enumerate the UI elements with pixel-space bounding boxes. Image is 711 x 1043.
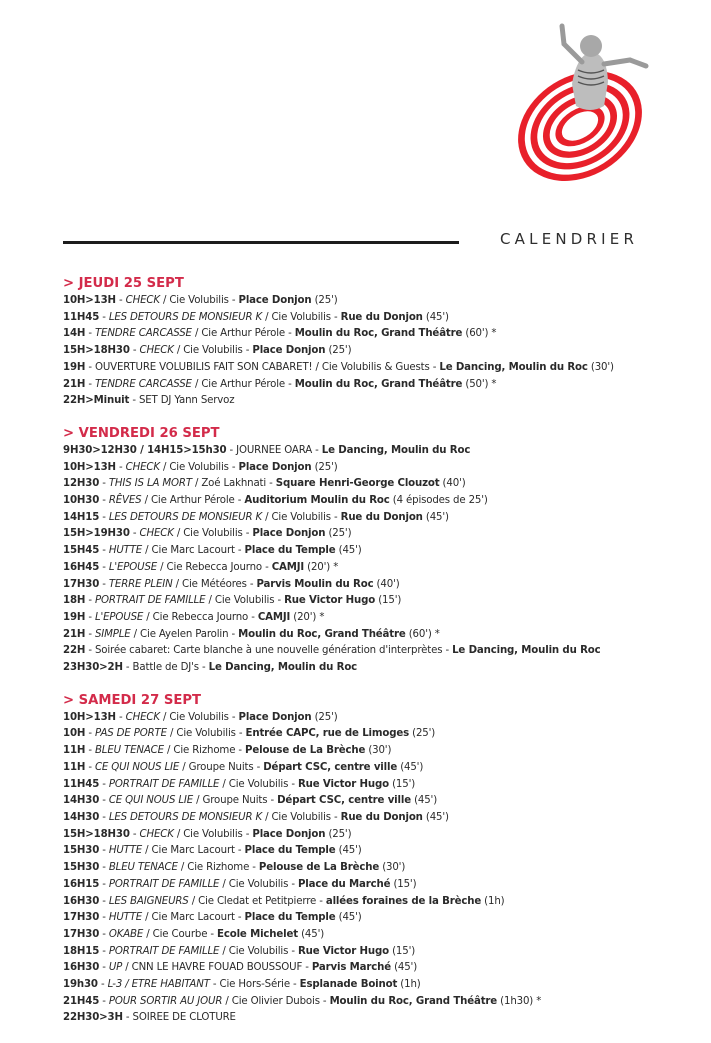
- event-venue: Rue Victor Hugo: [297, 778, 389, 790]
- event-row: [63, 994, 703, 1011]
- event-time: 10H>13H: [63, 461, 116, 473]
- event-venue: Moulin du Roc, Grand Théâtre: [294, 378, 463, 390]
- event-duration: (45'): [335, 845, 362, 857]
- event-venue: Place Donjon: [252, 528, 326, 540]
- event-duration: (40'): [373, 578, 400, 590]
- event-company: / Cie Ayelen Parolin -: [130, 628, 239, 640]
- event-company: / Cie Rizhome -: [177, 862, 259, 874]
- event-row: [63, 326, 703, 343]
- event-time: 14H15: [63, 511, 100, 523]
- event-company: Soirée cabaret: Carte blanche à une nouvelle génération d'interprètes -: [94, 645, 453, 657]
- event-time: 15H30: [63, 862, 100, 874]
- event-row: [63, 610, 703, 627]
- event-title: THIS IS LA MORT: [108, 478, 192, 490]
- event-separator: -: [99, 495, 109, 507]
- event-company: / Cie Météores -: [172, 578, 257, 590]
- event-company: OUVERTURE VOLUBILIS FAIT SON CABARET! / Cie Volubilis & Guests -: [94, 361, 440, 373]
- event-duration: (40'): [439, 478, 466, 490]
- event-venue: Parvis Marché: [311, 962, 391, 974]
- event-time: 10H>13H: [63, 295, 116, 306]
- event-time: 22H>Minuit: [63, 395, 130, 407]
- event-title: CHECK: [139, 828, 174, 840]
- event-title: SIMPLE: [94, 628, 131, 640]
- event-duration: (25'): [311, 295, 338, 306]
- event-duration: (45'): [422, 811, 449, 823]
- event-company: / Cie Volubilis -: [173, 828, 253, 840]
- event-time: 11H: [63, 745, 86, 757]
- event-company: / Cie Volubilis -: [205, 595, 285, 607]
- event-company: / Cie Volubilis -: [159, 461, 239, 473]
- event-row: [63, 1010, 703, 1027]
- event-duration: (15'): [390, 878, 417, 890]
- event-row: [63, 476, 703, 493]
- event-company: / Zoé Lakhnati -: [191, 478, 276, 490]
- event-separator: -: [99, 995, 109, 1007]
- event-row: [63, 827, 703, 844]
- event-venue: Ecole Michelet: [217, 928, 298, 940]
- day-section: [63, 276, 703, 410]
- event-company: / Cie Olivier Dubois -: [222, 995, 330, 1007]
- event-company: / Groupe Nuits -: [179, 761, 264, 773]
- event-company: JOURNEE OARA -: [236, 444, 322, 456]
- event-venue: Départ CSC, centre ville: [277, 795, 411, 807]
- event-title: TENDRE CARCASSE: [94, 378, 192, 390]
- event-company: / Cie Courbe -: [143, 928, 218, 940]
- event-title: L'EPOUSE: [108, 561, 158, 573]
- event-title: LES DETOURS DE MONSIEUR K: [108, 311, 262, 323]
- event-company: / Cie Marc Lacourt -: [142, 545, 245, 557]
- event-duration: (15'): [389, 945, 416, 957]
- event-venue: Place Donjon: [238, 295, 312, 306]
- event-separator: -: [226, 444, 237, 456]
- event-time: 15H>18H30: [63, 828, 130, 840]
- event-time: 16H45: [63, 561, 100, 573]
- event-separator: -: [97, 979, 108, 991]
- event-duration: (1h): [397, 979, 421, 991]
- event-company: / Cie Volubilis -: [219, 945, 298, 957]
- event-venue: Rue Victor Hugo: [284, 595, 376, 607]
- event-venue: Place du Marché: [297, 878, 391, 890]
- event-separator: -: [99, 945, 109, 957]
- event-row: [63, 777, 703, 794]
- event-venue: Pelouse de La Brèche: [245, 745, 366, 757]
- event-time: 11H45: [63, 778, 100, 790]
- event-duration: (20') *: [304, 561, 339, 573]
- event-time: 17H30: [63, 578, 100, 590]
- event-separator: -: [122, 662, 133, 674]
- event-row: [63, 560, 703, 577]
- event-row: [63, 793, 703, 810]
- event-duration: (25'): [325, 345, 352, 357]
- event-duration: (25'): [409, 728, 436, 740]
- event-duration: (25'): [311, 711, 338, 723]
- event-title: L-3 / ETRE HABITANT: [107, 979, 210, 991]
- event-company: / Cie Volubilis -: [159, 711, 239, 723]
- event-title: CHECK: [139, 345, 174, 357]
- event-time: 11H45: [63, 311, 100, 323]
- event-company: / Cie Arthur Pérole -: [191, 378, 295, 390]
- event-venue: Place Donjon: [238, 711, 312, 723]
- event-title: CHECK: [125, 711, 160, 723]
- event-row: [63, 910, 703, 927]
- event-time: 21H: [63, 628, 86, 640]
- event-row: [63, 493, 703, 510]
- event-company: / Cie Volubilis -: [173, 528, 253, 540]
- event-company: / Cie Rebecca Journo -: [157, 561, 272, 573]
- event-title: PORTRAIT DE FAMILLE: [108, 878, 220, 890]
- event-company: / Cie Arthur Pérole -: [141, 495, 245, 507]
- event-separator: -: [85, 745, 95, 757]
- event-venue: allées foraines de la Brèche: [325, 895, 482, 907]
- event-company: Battle de DJ's -: [132, 662, 209, 674]
- event-venue: Esplanade Boinot: [299, 979, 398, 991]
- event-row: [63, 293, 703, 310]
- event-duration: (45'): [397, 761, 424, 773]
- event-time: 11H: [63, 761, 86, 773]
- event-separator: -: [99, 545, 109, 557]
- event-company: / Cie Rebecca Journo -: [143, 611, 258, 623]
- event-separator: -: [99, 778, 109, 790]
- event-separator: -: [129, 828, 140, 840]
- event-venue: Départ CSC, centre ville: [263, 761, 398, 773]
- event-time: 16H30: [63, 895, 100, 907]
- event-duration: (60') *: [405, 628, 440, 640]
- event-duration: (45'): [422, 511, 449, 523]
- event-time: 10H30: [63, 495, 100, 507]
- event-time: 21H45: [63, 995, 100, 1007]
- event-venue: Rue Victor Hugo: [297, 945, 389, 957]
- event-duration: (20') *: [290, 611, 325, 623]
- event-time: 15H45: [63, 545, 100, 557]
- event-separator: -: [99, 561, 109, 573]
- event-company: / Cie Cledat et Petitpierre -: [188, 895, 326, 907]
- event-row: [63, 443, 703, 460]
- event-company: / CNN LE HAVRE FOUAD BOUSSOUF -: [122, 962, 312, 974]
- event-row: [63, 843, 703, 860]
- event-time: 14H30: [63, 811, 100, 823]
- event-time: 16H15: [63, 878, 100, 890]
- event-venue: Rue du Donjon: [340, 511, 423, 523]
- event-venue: Rue du Donjon: [340, 311, 423, 323]
- event-venue: Entrée CAPC, rue de Limoges: [245, 728, 410, 740]
- event-company: / Groupe Nuits -: [193, 795, 278, 807]
- day-section: [63, 426, 703, 677]
- event-venue: Place du Temple: [244, 545, 336, 557]
- event-title: HUTTE: [108, 545, 143, 557]
- event-duration: (30'): [587, 361, 614, 373]
- event-row: [63, 643, 703, 660]
- event-separator: -: [85, 361, 95, 373]
- event-company: / Cie Volubilis -: [173, 345, 253, 357]
- event-row: [63, 927, 703, 944]
- event-company: / Cie Marc Lacourt -: [142, 912, 245, 924]
- event-row: [63, 460, 703, 477]
- event-title: PORTRAIT DE FAMILLE: [108, 778, 220, 790]
- event-separator: -: [99, 862, 109, 874]
- event-venue: Place du Temple: [244, 845, 336, 857]
- event-row: [63, 510, 703, 527]
- event-title: PORTRAIT DE FAMILLE: [94, 595, 206, 607]
- event-row: [63, 743, 703, 760]
- event-duration: (15'): [389, 778, 416, 790]
- event-separator: -: [85, 728, 95, 740]
- event-company: / Cie Volubilis -: [262, 311, 341, 323]
- event-title: CE QUI NOUS LIE: [94, 761, 180, 773]
- event-title: TERRE PLEIN: [108, 578, 173, 590]
- event-row: [63, 526, 703, 543]
- event-separator: -: [99, 845, 109, 857]
- event-duration: (45'): [410, 795, 438, 807]
- event-row: [63, 944, 703, 961]
- event-separator: -: [115, 711, 126, 723]
- event-time: 15H>18H30: [63, 345, 130, 357]
- event-venue: Le Dancing, Moulin du Roc: [208, 662, 358, 674]
- event-title: OKABE: [108, 928, 144, 940]
- day-heading: > SAMEDI 27 SEPT: [63, 692, 202, 708]
- festival-logo-illustration: [512, 14, 662, 194]
- event-title: PAS DE PORTE: [94, 728, 167, 740]
- event-time: 18H: [63, 595, 86, 607]
- event-time: 19H: [63, 611, 86, 623]
- event-company: / Cie Volubilis -: [219, 878, 298, 890]
- event-separator: -: [129, 345, 140, 357]
- event-time: 21H: [63, 378, 86, 390]
- event-row: [63, 593, 703, 610]
- event-venue: Place du Temple: [244, 912, 336, 924]
- event-separator: -: [99, 928, 109, 940]
- event-venue: Le Dancing, Moulin du Roc: [321, 444, 471, 456]
- event-time: 15H30: [63, 845, 100, 857]
- event-title: CHECK: [125, 295, 160, 306]
- event-separator: -: [115, 295, 126, 306]
- event-separator: -: [99, 811, 109, 823]
- event-title: BLEU TENACE: [94, 745, 164, 757]
- event-separator: -: [85, 761, 95, 773]
- event-title: L'EPOUSE: [94, 611, 144, 623]
- event-venue: Place Donjon: [238, 461, 312, 473]
- event-duration: (45'): [335, 912, 362, 924]
- event-separator: -: [122, 1012, 133, 1024]
- event-time: 17H30: [63, 912, 100, 924]
- event-title: LES BAIGNEURS: [108, 895, 189, 907]
- event-company: / Cie Arthur Pérole -: [191, 328, 295, 340]
- event-duration: (45'): [335, 545, 362, 557]
- event-row: [63, 726, 703, 743]
- event-title: LES DETOURS DE MONSIEUR K: [108, 811, 262, 823]
- event-separator: -: [85, 328, 95, 340]
- event-venue: Moulin du Roc, Grand Théâtre: [294, 328, 463, 340]
- event-row: [63, 660, 703, 677]
- event-venue: CAMJI: [271, 561, 305, 573]
- event-separator: -: [99, 795, 109, 807]
- event-row: [63, 877, 703, 894]
- event-duration: (25'): [325, 528, 352, 540]
- event-duration: (30'): [365, 745, 392, 757]
- event-duration: (15'): [375, 595, 402, 607]
- event-venue: CAMJI: [257, 611, 291, 623]
- event-title: BLEU TENACE: [108, 862, 178, 874]
- event-duration: (60') *: [462, 328, 497, 340]
- event-duration: (25'): [325, 828, 352, 840]
- event-row: [63, 310, 703, 327]
- event-row: [63, 543, 703, 560]
- event-duration: (1h30) *: [497, 995, 542, 1007]
- event-duration: (50') *: [462, 378, 497, 390]
- event-duration: (45'): [390, 962, 418, 974]
- event-title: PORTRAIT DE FAMILLE: [108, 945, 220, 957]
- event-row: [63, 577, 703, 594]
- event-separator: -: [85, 378, 95, 390]
- event-company: / Cie Volubilis -: [159, 295, 239, 306]
- event-separator: -: [99, 962, 109, 974]
- day-section: [63, 693, 703, 1027]
- event-venue: Rue du Donjon: [340, 811, 423, 823]
- event-title: POUR SORTIR AU JOUR: [108, 995, 223, 1007]
- event-row: [63, 627, 703, 644]
- event-time: 22H30>3H: [63, 1012, 123, 1024]
- event-time: 22H: [63, 645, 86, 657]
- event-duration: (30'): [379, 862, 406, 874]
- event-time: 14H30: [63, 795, 100, 807]
- schedule: [63, 276, 703, 1043]
- event-venue: Auditorium Moulin du Roc: [244, 495, 390, 507]
- event-separator: -: [99, 511, 109, 523]
- event-company: / Cie Volubilis -: [262, 811, 341, 823]
- event-venue: Moulin du Roc, Grand Théâtre: [329, 995, 498, 1007]
- event-duration: (45'): [298, 928, 325, 940]
- event-time: 12H30: [63, 478, 100, 490]
- event-time: 16H30: [63, 962, 100, 974]
- event-separator: -: [85, 595, 95, 607]
- event-duration: (45'): [422, 311, 449, 323]
- event-duration: (25'): [311, 461, 338, 473]
- event-time: 23H30>2H: [63, 662, 123, 674]
- header-divider: [63, 241, 459, 244]
- event-row: [63, 710, 703, 727]
- event-time: 15H>19H30: [63, 528, 130, 540]
- day-heading: > VENDREDI 26 SEPT: [63, 425, 220, 441]
- event-venue: Pelouse de La Brèche: [258, 862, 380, 874]
- event-company: - Cie Hors-Série -: [209, 979, 300, 991]
- event-venue: Le Dancing, Moulin du Roc: [452, 645, 601, 657]
- event-venue: Place Donjon: [252, 345, 326, 357]
- event-separator: -: [85, 645, 95, 657]
- event-venue: Le Dancing, Moulin du Roc: [439, 361, 588, 373]
- event-time: 10H: [63, 728, 86, 740]
- event-row: [63, 360, 703, 377]
- event-time: 17H30: [63, 928, 100, 940]
- event-company: / Cie Volubilis -: [262, 511, 341, 523]
- event-time: 19h30: [63, 979, 98, 991]
- event-row: [63, 977, 703, 994]
- event-time: 14H: [63, 328, 86, 340]
- event-title: HUTTE: [108, 912, 143, 924]
- event-title: TENDRE CARCASSE: [94, 328, 192, 340]
- event-separator: -: [99, 912, 109, 924]
- event-title: CHECK: [139, 528, 174, 540]
- event-separator: -: [99, 578, 109, 590]
- event-time: 9H30>12H30 / 14H15>15h30: [63, 444, 227, 456]
- event-company: / Cie Rizhome -: [163, 745, 246, 757]
- event-venue: Place Donjon: [252, 828, 326, 840]
- event-company: / Cie Marc Lacourt -: [142, 845, 245, 857]
- event-separator: -: [85, 611, 95, 623]
- event-company: / Cie Volubilis -: [166, 728, 246, 740]
- event-title: CHECK: [125, 461, 160, 473]
- event-time: 18H15: [63, 945, 100, 957]
- page-title: CALENDRIER: [500, 230, 639, 248]
- event-venue: Square Henri-George Clouzot: [275, 478, 440, 490]
- event-separator: -: [99, 311, 109, 323]
- event-title: UP: [108, 962, 123, 974]
- event-duration: (1h): [481, 895, 505, 907]
- event-row: [63, 760, 703, 777]
- day-heading: > JEUDI 25 SEPT: [63, 276, 184, 291]
- event-title: HUTTE: [108, 845, 143, 857]
- event-company: SET DJ Yann Servoz: [138, 395, 235, 407]
- event-duration: (4 épisodes de 25'): [389, 495, 488, 507]
- event-time: 19H: [63, 361, 86, 373]
- event-row: [63, 393, 703, 410]
- event-separator: -: [99, 895, 109, 907]
- event-separator: -: [99, 478, 109, 490]
- event-separator: -: [129, 528, 140, 540]
- event-row: [63, 377, 703, 394]
- event-venue: Moulin du Roc, Grand Théâtre: [238, 628, 406, 640]
- event-row: [63, 894, 703, 911]
- event-company: / Cie Volubilis -: [219, 778, 298, 790]
- event-title: RÊVES: [108, 495, 142, 507]
- event-row: [63, 960, 703, 977]
- event-row: [63, 343, 703, 360]
- event-separator: -: [85, 628, 95, 640]
- event-title: LES DETOURS DE MONSIEUR K: [108, 511, 262, 523]
- event-title: CE QUI NOUS LIE: [108, 795, 194, 807]
- event-separator: -: [129, 395, 139, 407]
- event-venue: Parvis Moulin du Roc: [256, 578, 374, 590]
- event-company: SOIREE DE CLOTURE: [132, 1012, 236, 1024]
- event-row: [63, 860, 703, 877]
- event-time: 10H>13H: [63, 711, 116, 723]
- event-separator: -: [99, 878, 109, 890]
- event-separator: -: [115, 461, 126, 473]
- event-row: [63, 810, 703, 827]
